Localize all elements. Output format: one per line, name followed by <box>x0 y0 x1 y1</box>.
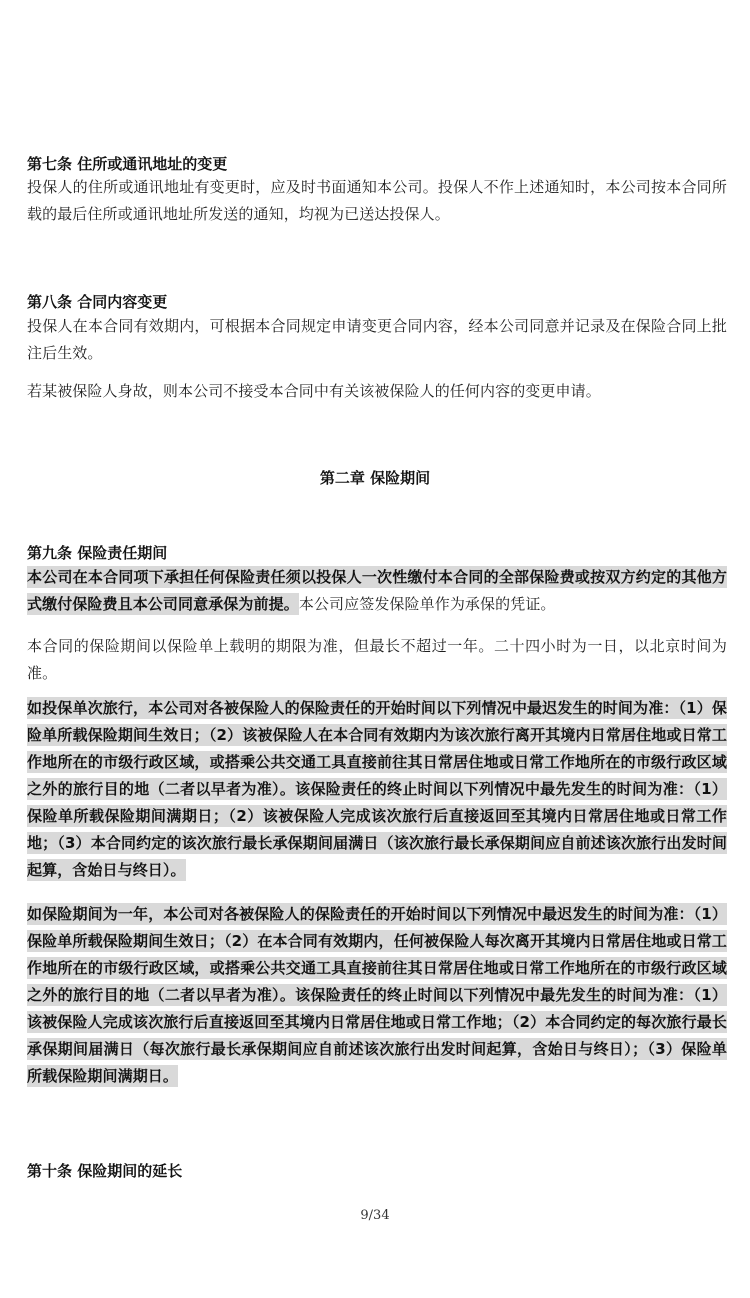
article-9-paragraph-3 <box>27 695 727 884</box>
article-10-title: 第十条 保险期间的延长 <box>27 1162 183 1180</box>
article-8-paragraph-2: 若某被保险人身故，则本公司不接受本合同中有关该被保险人的任何内容的变更申请。 <box>27 382 601 400</box>
article-9-paragraph-1-highlight: 本公司在本合同项下承担任何保险责任须以投保人一次性缴付本合同的全部保险费或按双方约定的其他方式缴付保险费且本公司同意承保为前提。 <box>27 568 727 613</box>
article-9-title: 第九条 保险责任期间 <box>27 544 168 562</box>
page-number: 9/34 <box>360 1208 390 1223</box>
article-8-paragraph-1: 投保人在本合同有效期内，可根据本合同规定申请变更合同内容，经本公司同意并记录及在保险合同上批注后生效。 <box>27 317 727 362</box>
article-9-paragraph-2: 本合同的保险期间以保险单上载明的期限为准，但最长不超过一年。二十四小时为一日，以北京时间为准。 <box>27 637 727 682</box>
article-7-paragraph-1: 投保人的住所或通讯地址有变更时，应及时书面通知本公司。投保人不作上述通知时，本公司按本合同所载的最后住所或通讯地址所发送的通知，均视为已送达投保人。 <box>27 178 727 223</box>
article-8-title: 第八条 合同内容变更 <box>27 293 168 311</box>
article-9-paragraph-3-highlight: 如投保单次旅行，本公司对各被保险人的保险责任的开始时间以下列情况中最迟发生的时间为准：（1）保险单所载保险期间生效日；（2）该被保险人在本合同有效期内为该次旅行离开其境内日常居住地或日常工作地所在的市级行政区域，或搭乘公共交通工具直接前往其日常居住地或日常工作地所在的市级行政区域之外的旅行目的地（二者以早者为准）。该保险责任的终止时间以下列情况中最先发生的时间为准：（1）保险单所载保险期间满期日；（2）该被保险人完成该次旅行后直接返回至其境内日常居住地或日常工作地；（3）本合同约定的该次旅行最长承保期间届满日（该次旅行最长承保期间应自前述该次旅行出发时间起算，含始日与终日）。 <box>27 699 727 879</box>
article-9-paragraph-4-highlight: 如保险期间为一年，本公司对各被保险人的保险责任的开始时间以下列情况中最迟发生的时间为准：（1）保险单所载保险期间生效日；（2）在本合同有效期内，任何被保险人每次离开其境内日常居住地或日常工作地所在的市级行政区域，或搭乘公共交通工具直接前往其日常居住地或日常工作地所在的市级行政区域之外的旅行目的地（二者以早者为准）。该保险责任的终止时间以下列情况中最先发生的时间为准：（1）该被保险人完成该次旅行后直接返回至其境内日常居住地或日常工作地；（2）本合同约定的每次旅行最长承保期间届满日（每次旅行最长承保期间应自前述该次旅行出发时间起算，含始日与终日）；（3）保险单所载保险期间满期日。 <box>27 905 727 1085</box>
article-9-paragraph-1-rest: 本公司应签发保险单作为承保的凭证。 <box>298 595 556 613</box>
chapter-2-title: 第二章 保险期间 <box>319 469 431 487</box>
article-7-title: 第七条 住所或通讯地址的变更 <box>27 155 228 173</box>
article-9-paragraph-4 <box>27 901 727 1090</box>
article-9-paragraph-1 <box>27 564 727 618</box>
